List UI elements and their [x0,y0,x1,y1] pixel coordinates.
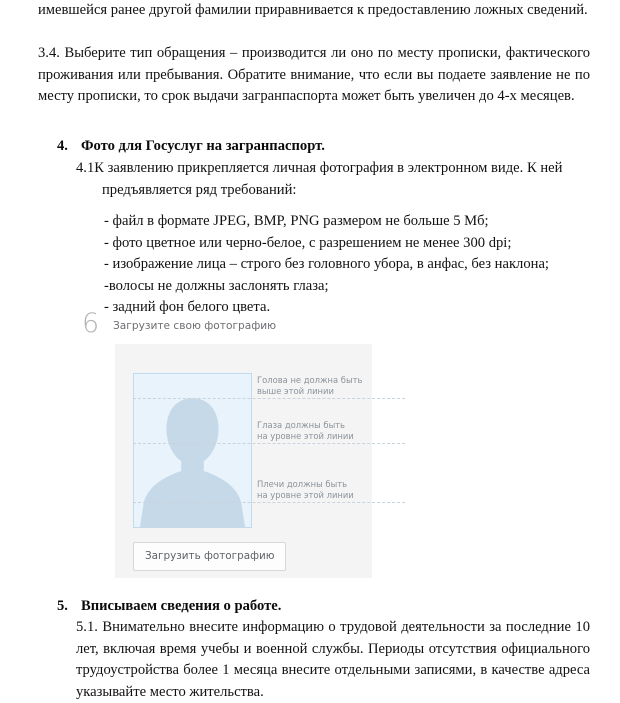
guide-line-eyes [133,443,405,444]
guide-note-shoulders-line2: на уровне этой линии [257,490,354,500]
requirement-item: - задний фон белого цвета. [104,299,271,315]
requirement-item: - файл в формате JPEG, BMP, PNG размером не больше 5 Мб; [104,213,489,229]
paragraph-3-4: 3.4. Выберите тип обращения – производится ли оно по месту прописки, фактического проживания или пребывания. Обратите внимание, что если вы подаете заявление не по месту прописки, то срок выдачи загранпаспорта может быть увеличен до 4-х месяцев. [38,45,590,104]
requirement-item: - фото цветное или черно-белое, с разрешением не менее 300 dpi; [104,234,512,251]
guide-note-shoulders [257,479,354,501]
step-label: Загрузите свою фотографию [113,320,277,332]
guide-note-head-line2: выше этой линии [257,386,334,396]
step-number: 6 [82,308,100,339]
guide-note-eyes-line1: Глаза должны быть [257,420,345,430]
photo-preview-frame[interactable] [133,373,252,528]
heading-4-number: 4. [57,138,68,154]
heading-5-number: 5. [57,598,68,614]
requirements-list [104,211,584,319]
photo-upload-widget [82,310,382,582]
guide-line-shoulders [133,502,405,503]
paragraph-4-1-lead: 4.1К заявлению прикрепляется личная фотография в электронном виде. К ней [76,160,563,176]
heading-4 [57,136,325,157]
paragraph-4-1 [76,158,590,201]
guide-line-head [133,398,405,399]
guide-note-head [257,375,362,397]
heading-5-text: Вписываем сведения о работе. [81,598,282,614]
heading-5 [57,596,281,617]
paragraph-5-1: 5.1. Внимательно внесите информацию о трудовой деятельности за последние 10 лет, включая время учебы и военной службы. Периоды отсутствия официального трудоустройства более 1 месяца внесите отдельными записями, в качестве адреса указывайте место жительства. [76,619,590,700]
guide-note-shoulders-line1: Плечи должны быть [257,479,348,489]
paragraph-4-1-continuation: предъявляется ряд требований: [102,181,297,198]
guide-note-head-line1: Голова не должна быть [257,375,363,385]
requirement-item: -волосы не должны заслонять глаза; [104,277,329,294]
requirement-item: - изображение лица – строго без головного убора, в анфас, без наклона; [104,256,549,272]
upload-photo-button[interactable]: Загрузить фотографию [133,542,286,571]
paragraph-continuation: имевшейся ранее другой фамилии приравнивается к предоставлению ложных сведений. [38,2,588,18]
person-silhouette-icon [134,374,251,527]
guide-note-eyes-line2: на уровне этой линии [257,431,354,441]
photo-guide-panel [115,344,372,578]
guide-note-eyes [257,420,354,442]
heading-4-text: Фото для Госуслуг на загранпаспорт. [81,138,325,154]
